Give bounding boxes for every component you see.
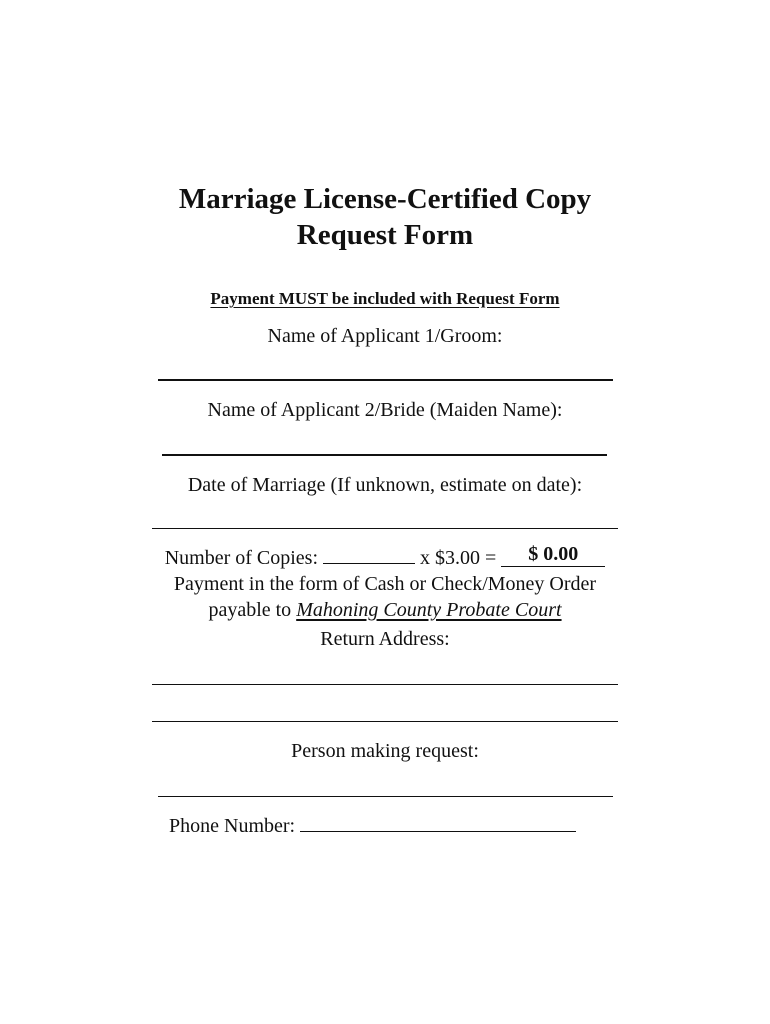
applicant1-field[interactable] xyxy=(158,379,613,381)
copies-total: $ 0.00 xyxy=(501,542,605,567)
payable-to-line xyxy=(0,598,770,622)
phone-label: Phone Number: xyxy=(169,815,296,837)
copies-price: x $3.00 = xyxy=(420,547,497,569)
payment-form-line: Payment in the form of Cash or Check/Money Order xyxy=(173,573,597,595)
requester-field[interactable] xyxy=(158,796,613,797)
copies-row xyxy=(0,545,770,571)
copies-label: Number of Copies: xyxy=(164,547,319,569)
phone-row xyxy=(169,813,576,838)
copies-field[interactable] xyxy=(323,545,415,564)
marriage-date-field[interactable] xyxy=(152,528,618,529)
form-title-line1: Marriage License-Certified Copy xyxy=(178,183,592,215)
marriage-date-label: Date of Marriage (If unknown, estimate on date): xyxy=(187,474,583,496)
applicant1-label: Name of Applicant 1/Groom: xyxy=(267,325,503,347)
return-address-line1[interactable] xyxy=(152,684,618,685)
requester-label: Person making request: xyxy=(291,740,479,762)
payable-to-court: Mahoning County Probate Court xyxy=(296,599,562,621)
applicant2-label: Name of Applicant 2/Bride (Maiden Name): xyxy=(207,399,563,421)
applicant2-field[interactable] xyxy=(162,454,607,456)
return-address-label: Return Address: xyxy=(320,628,450,650)
form-title-line2: Request Form xyxy=(296,219,474,251)
return-address-line2[interactable] xyxy=(152,721,618,722)
phone-field[interactable] xyxy=(300,813,576,832)
payment-notice: Payment MUST be included with Request Form xyxy=(210,289,560,308)
payable-to-prefix: payable to xyxy=(208,599,292,621)
